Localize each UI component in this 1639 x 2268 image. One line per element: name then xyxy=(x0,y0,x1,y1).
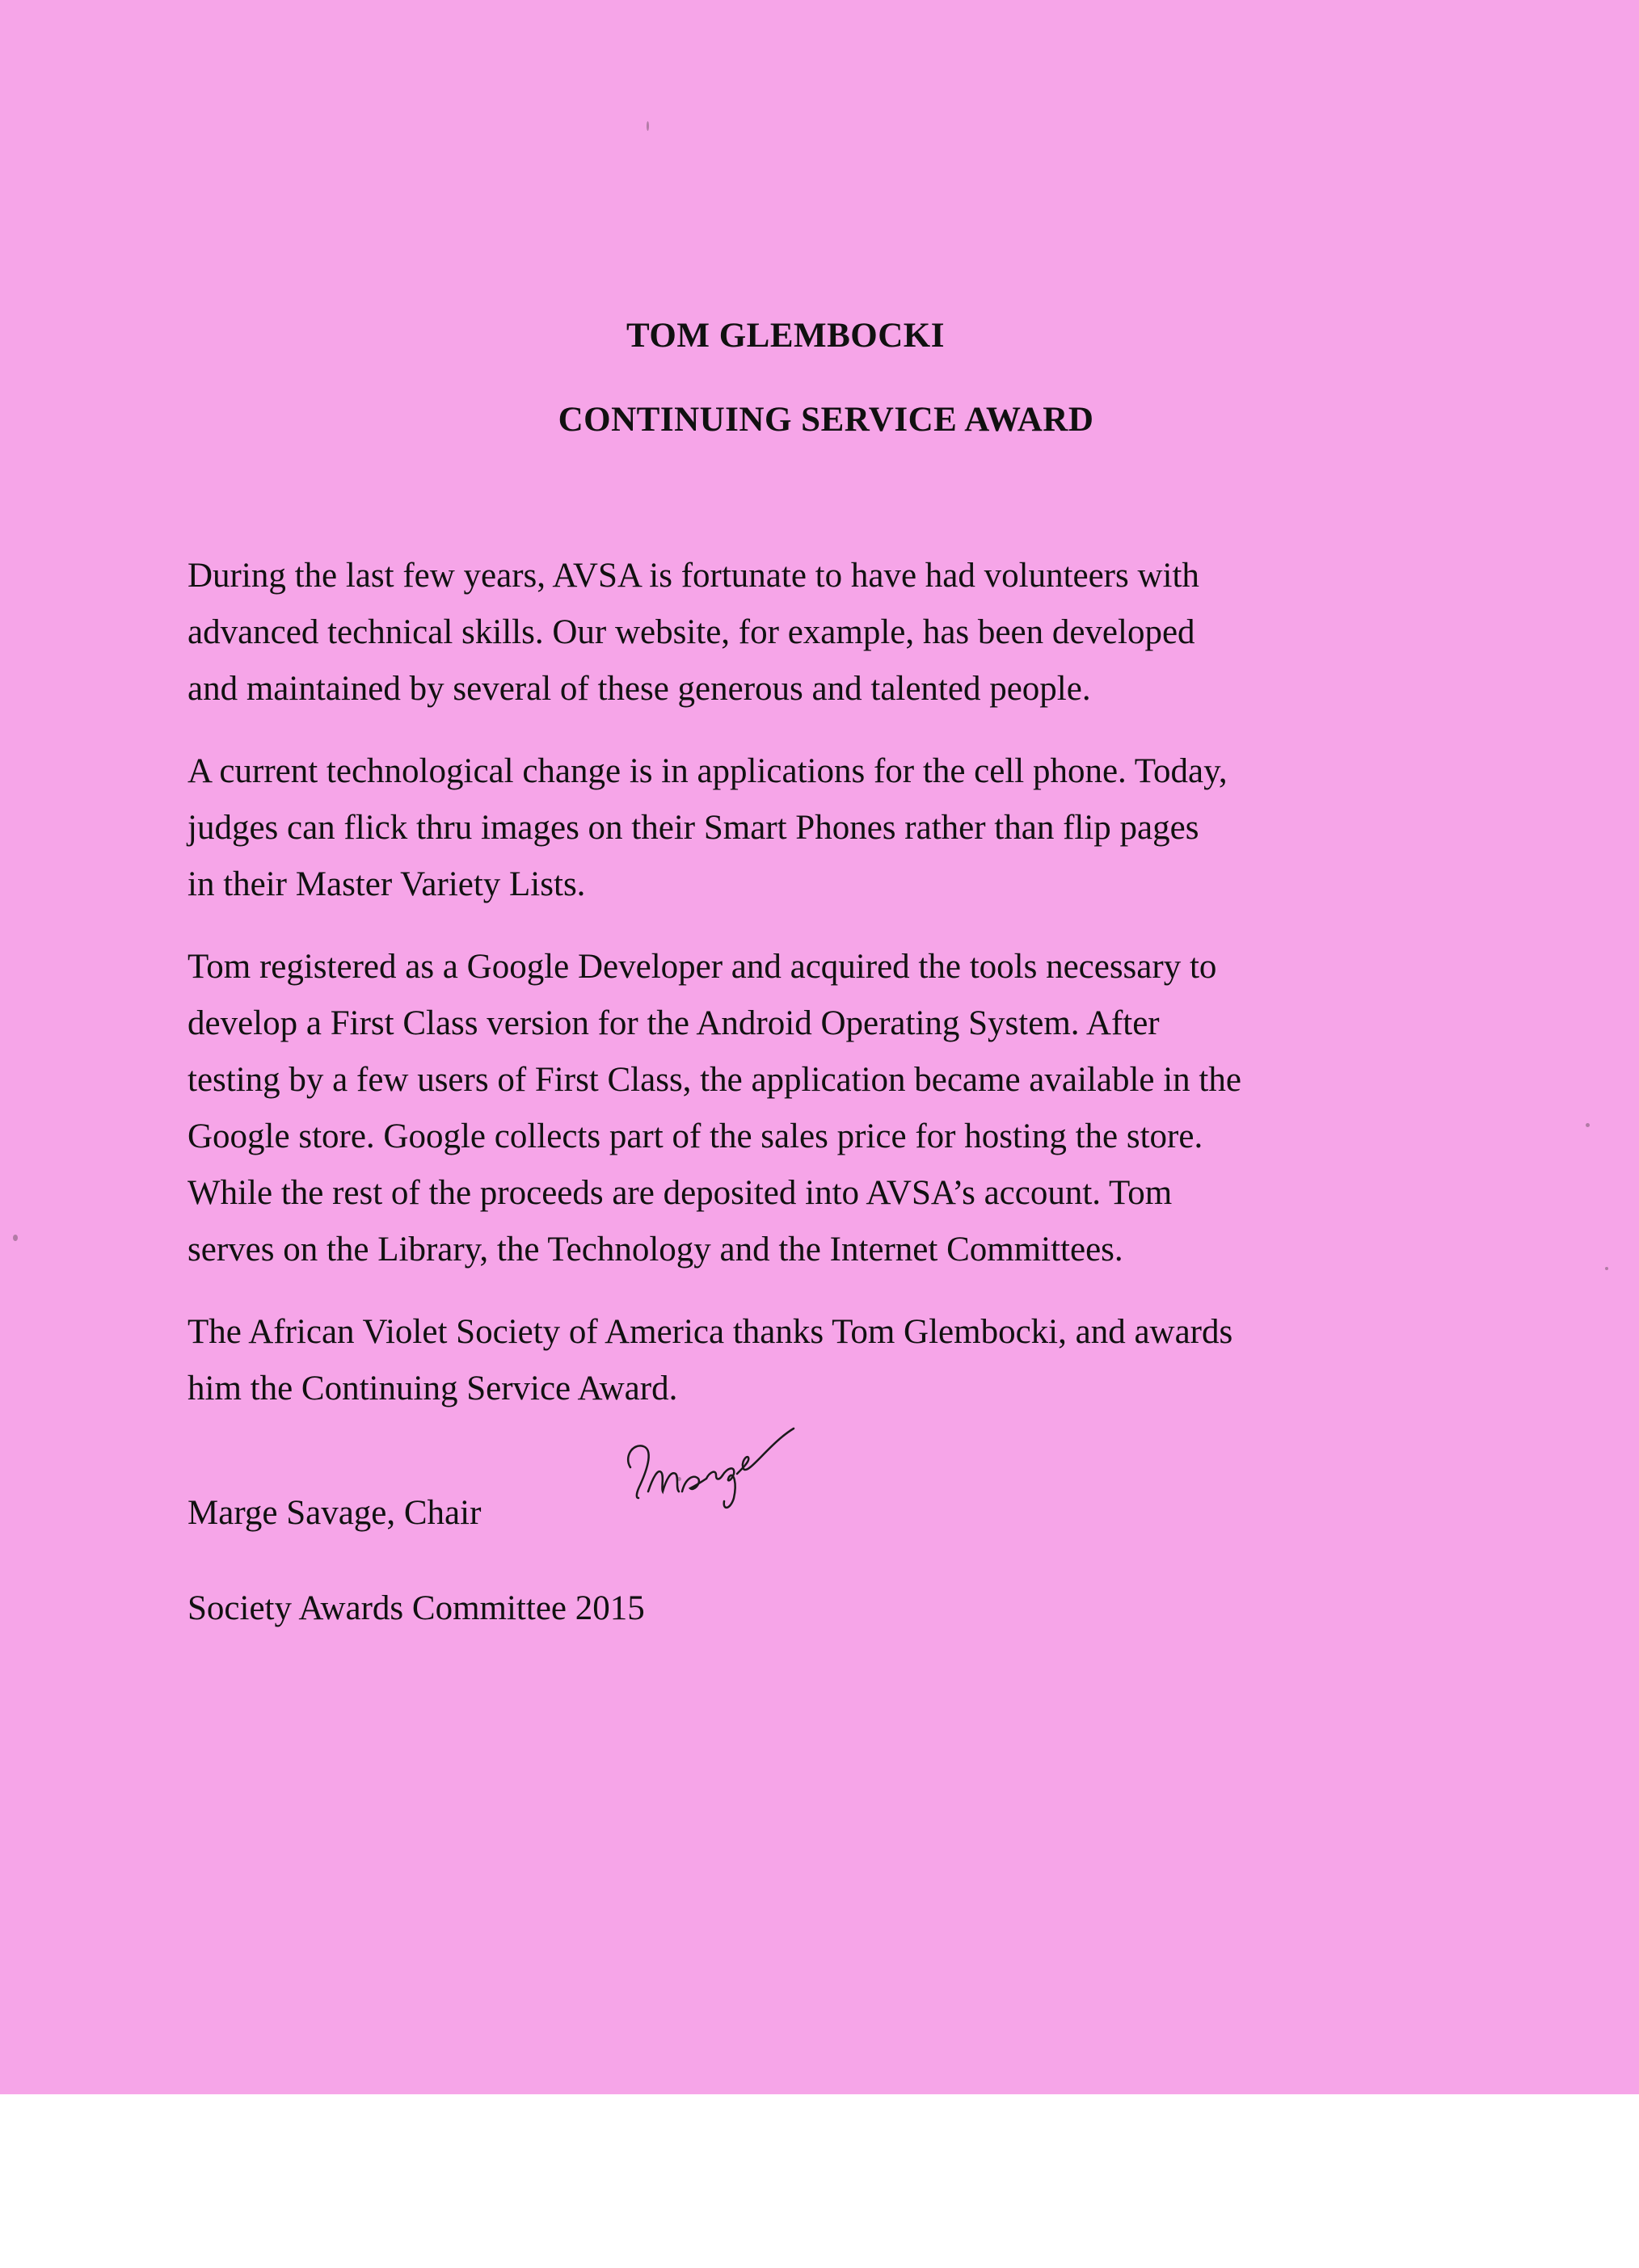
award-recipient-title: TOM GLEMBOCKI xyxy=(626,317,945,355)
committee-name: Society Awards Committee 2015 xyxy=(187,1589,645,1627)
paragraph-volunteers: During the last few years, AVSA is fortunate to have had volunteers with advanced technical skills. Our website, for example, has been developed and maintained by several of these generous and talented people. xyxy=(187,557,1199,708)
award-name-subtitle: CONTINUING SERVICE AWARD xyxy=(558,401,1094,439)
paragraph-cell-phone: A current technological change is in applications for the cell phone. Today, judges can flick thru images on their Smart Phones rather than flip pages in their Master Variety Lists. xyxy=(187,752,1228,903)
signature-block xyxy=(187,1485,1464,1542)
paper-speck xyxy=(1586,1123,1590,1127)
award-letter xyxy=(187,315,1464,1637)
handwritten-signature xyxy=(616,1411,810,1524)
paper-speck xyxy=(1605,1267,1608,1270)
signer-name: Marge Savage, Chair xyxy=(187,1494,482,1532)
paper-speck xyxy=(647,121,649,131)
paragraph-thanks: The African Violet Society of America thanks Tom Glembocki, and awards him the Continuing Service Award. xyxy=(187,1313,1233,1408)
paper-speck xyxy=(13,1235,18,1241)
paragraph-google-developer: Tom registered as a Google Developer and acquired the tools necessary to develop a First Class version for the Android Operating System. After testing by a few users of First Class, the application became available in the Google store. Google collects part of the sales price for hosting the store. While the rest of the proceeds are deposited into AVSA’s account. Tom serves on the Library, the Technology and the Internet Committees. xyxy=(187,948,1241,1269)
letter-body xyxy=(187,548,1464,1417)
